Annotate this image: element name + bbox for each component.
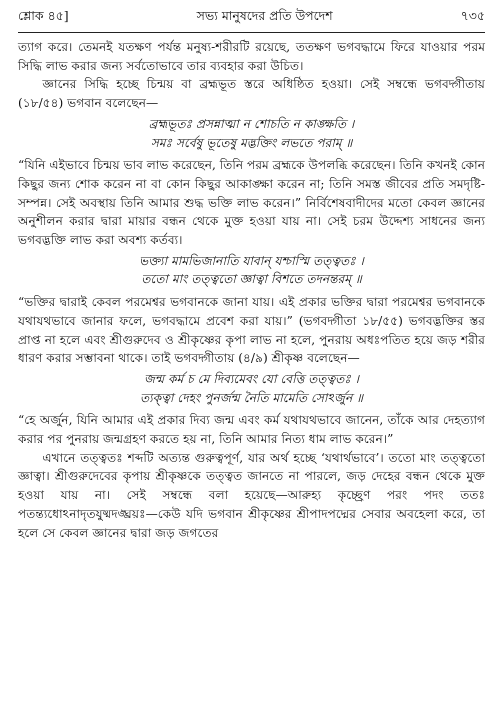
paragraph-3: “যিনি এইভাবে চিন্ময় ভাব লাভ করেছেন, তিনি পরম ব্রহ্মকে উপলব্ধি করেছেন। তিনি কখনই কোন কিছুর জন্য শোক করেন না বা কোন কিছুর আকাঙ্ক্ষা করেন না; তিনি সমস্ত জীবের প্রতি সমদৃষ্টি-সম্পন্ন। সেই অবস্থায় তিনি আমার শুদ্ধ ভক্তি লাভ করেন।” নির্বিশেষবাদীদের মতো কেবল জ্ঞানের অনুশীলন করার দ্বারা মায়ার বন্ধন থেকে মুক্ত হওয়া যায় না। সেই চরম উদ্দেশ্য সাধনের জন্য ভগবদ্ভক্তি লাভ করা অবশ্য কর্তব্য। bbox=[18, 158, 485, 248]
verse-line: ব্রহ্মভূতঃ প্রসন্নাত্মা ন শোচতি ন কাঙ্ক্ষতি । bbox=[148, 116, 355, 131]
verse-number-header: শ্লোক ৪৫] bbox=[18, 8, 69, 23]
verse-line: ততো মাং তত্ত্বতো জ্ঞাত্বা বিশতে তদনন্তরম্ ॥ bbox=[141, 272, 362, 287]
header-rule bbox=[18, 32, 485, 33]
paragraph-1: ত্যাগ করে। তেমনই যতক্ষণ পর্যন্ত মনুষ্য-শরীরটি রয়েছে, ততক্ষণ ভগবদ্ধামে ফিরে যাওয়ার পরম সিদ্ধি লাভ করার জন্য সর্বতোভাবে তার ব্যবহার করা উচিত। bbox=[18, 40, 485, 73]
paragraph-5: “হে অর্জুন, যিনি আমার এই প্রকার দিব্য জন্ম এবং কর্ম যথাযথভাবে জানেন, তাঁকে আর দেহত্যাগ করার পর পুনরায় জন্মগ্রহণ করতে হয় না, তিনি আমার নিত্য ধাম লাভ করেন।” bbox=[18, 413, 485, 447]
verse-line: ত্যক্ত্বা দেহং পুনর্জন্ম নৈতি মামেতি সোঽর্জুন ॥ bbox=[140, 390, 363, 405]
sanskrit-verse-1 bbox=[18, 115, 485, 152]
chapter-title-header: সভ্য মানুষদের প্রতি উপদেশ bbox=[196, 8, 333, 23]
paragraph-4: “ভক্তির দ্বারাই কেবল পরমেশ্বর ভগবানকে জানা যায়। এই প্রকার ভক্তির দ্বারা পরমেশ্বর ভগবানকে যথাযথভাবে জানার ফলে, ভগবদ্ধামে প্রবেশ করা যায়।” (ভগবদ্গীতা ১৮/৫৫) ভগবদ্ভক্তির স্তর প্রাপ্ত না হলে এবং শ্রীগুরুদেব ও শ্রীকৃষ্ণের কৃপা লাভ না হলে, পুনরায় অধঃপতিত হয়ে জড় শরীর ধারণ করার সম্ভাবনা থাকে। তাই ভগবদ্গীতায় (৪/৯) শ্রীকৃষ্ণ বলেছেন— bbox=[18, 295, 485, 366]
verse-line: জন্ম কর্ম চ মে দিব্যমেবং যো বেত্তি তত্ত্বতঃ । bbox=[144, 371, 359, 386]
page-number: ৭৩৫ bbox=[460, 8, 485, 23]
sanskrit-verse-2 bbox=[18, 252, 485, 289]
verse-line: সমঃ সর্বেষু ভূতেষু মদ্ভক্তিং লভতে পরাম্ ॥ bbox=[150, 135, 353, 150]
verse-line: ভক্ত্যা মামভিজানাতি যাবান্ যশ্চাস্মি তত্ত্বতঃ । bbox=[139, 253, 364, 268]
sanskrit-verse-3 bbox=[18, 370, 485, 407]
page-header bbox=[18, 8, 485, 28]
paragraph-2: জ্ঞানের সিদ্ধি হচ্ছে চিন্ময় বা ব্রহ্মভূত স্তরে অধিষ্ঠিত হওয়া। সেই সম্বন্ধে ভগবদ্গীতায় (১৮/৫৪) ভগবান বলেছেন— bbox=[18, 77, 485, 111]
paragraph-6: এখানে তত্ত্বতঃ শব্দটি অত্যন্ত গুরুত্বপূর্ণ, যার অর্থ হচ্ছে ‘যথার্থভাবে’। ততো মাং তত্ত্বতো জ্ঞাত্বা। শ্রীগুরুদেবের কৃপায় শ্রীকৃষ্ণকে তত্ত্বত জানতে না পারলে, জড় দেহের বন্ধন থেকে মুক্ত হওয়া যায় না। সেই সম্বন্ধে বলা হয়েছে—আরুহ্য কৃচ্ছ্রেণ পরং পদং ততঃ পতন্ত্যধোঽনাদৃতযুষ্মদঙ্ঘ্রয়ঃ—কেউ যদি ভগবান শ্রীকৃষ্ণের শ্রীপাদপদ্মের সেবার অবহেলা করে, তা হলে সে কেবল জ্ঞানের দ্বারা জড় জগতের bbox=[18, 450, 485, 540]
